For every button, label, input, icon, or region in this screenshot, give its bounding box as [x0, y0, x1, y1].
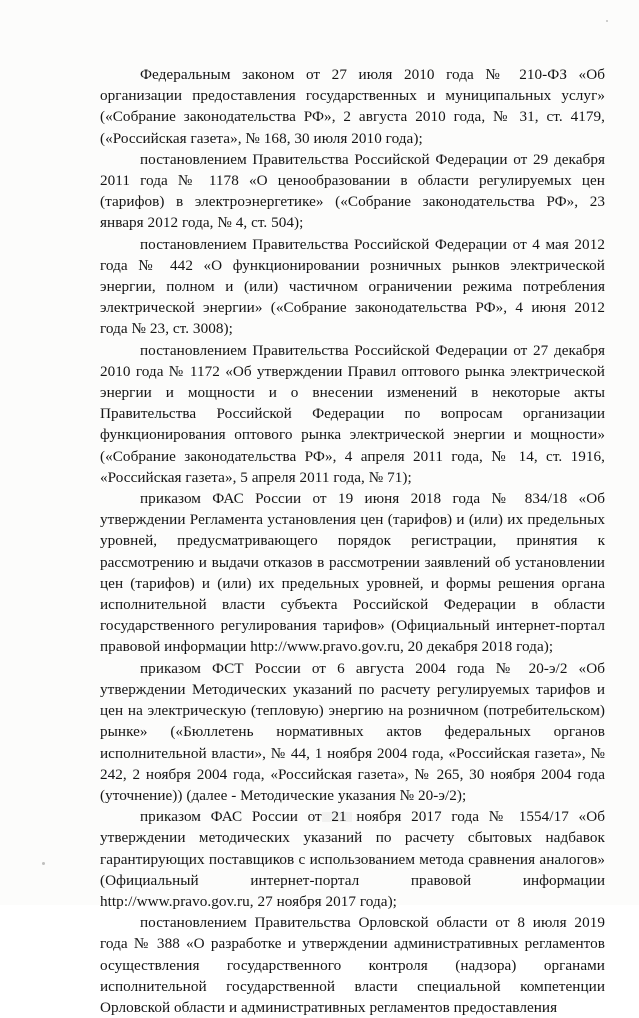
paragraph: приказом ФСТ России от 6 августа 2004 года № 20-э/2 «Об утверждении Методических указаний по расчету регулируемых тарифов и цен на электрическую (тепловую) энергию на розничном (потребительском) рынке» («Бюллетень нормативных актов федеральных органов исполнительной власти», № 44, 1 ноября 2004 года, «Российская газета», № 242, 2 ноября 2004 года, «Российская газета», № 265, 30 ноября 2004 года (уточнение)) (далее - Методические указания № 20-э/2); [100, 659, 605, 804]
paragraph: постановлением Правительства Российской Федерации от 4 мая 2012 года № 442 «О функционировании розничных рынков электрической энергии, полном и (или) частичном ограничении режима потребления электрической энергии» («Собрание законодательства РФ», 4 июня 2012 года № 23, ст. 3008); [100, 235, 605, 338]
paragraph: постановлением Правительства Орловской области от 8 июля 2019 года № 388 «О разработке и утверждении административных регламентов осуществления государственного контроля (надзора) органами исполнительной государственной власти специальной компетенции Орловской области и административных регламентов предоставления [100, 914, 605, 1016]
scan-speck [42, 862, 45, 865]
paragraph: приказом ФАС России от 21 ноября 2017 года № 1554/17 «Об утверждении методических указаний по расчету сбытовых надбавок гарантирующих поставщиков с использованием метода сравнения аналогов» (Официальный интернет-портал правовой информации http://www.pravo.gov.ru, 27 ноября 2017 года); [100, 808, 605, 910]
paragraph: постановлением Правительства Российской Федерации от 27 декабря 2010 года № 1172 «Об утверждении Правил оптового рынка электрической энергии и мощности и о внесении изменений в некоторые акты Правительства Российской Федерации по вопросам организации функционирования оптового рынка электрической энергии и мощности» («Собрание законодательства РФ», 4 апреля 2011 года, № 14, ст. 1916, «Российская газета», 5 апреля 2011 года, № 71); [100, 341, 605, 486]
paragraph: постановлением Правительства Российской Федерации от 29 декабря 2011 года № 1178 «О ценообразовании в области регулируемых цен (тарифов) в электроэнергетике» («Собрание законодательства РФ», 23 января 2012 года, № 4, ст. 504); [100, 150, 605, 232]
scan-speck [606, 20, 608, 22]
document-body [100, 64, 605, 1018]
paragraph: Федеральным законом от 27 июля 2010 года № 210-ФЗ «Об организации предоставления государственных и муниципальных услуг» («Собрание законодательства РФ», 2 августа 2010 года, № 31, ст. 4179, («Российская газета», № 168, 30 июля 2010 года); [100, 66, 605, 147]
paragraph: приказом ФАС России от 19 июня 2018 года № 834/18 «Об утверждении Регламента установления цен (тарифов) и (или) их предельных уровней, предусматривающего порядок регистрации, принятия к рассмотрению и выдачи отказов в рассмотрении заявлений об установлении цен (тарифов) и (или) их предельных уровней, и формы решения органа исполнительной власти субъекта Российской Федерации в области государственного регулирования тарифов» (Официальный интернет-портал правовой информации http://www.pravo.gov.ru, 20 декабря 2018 года); [100, 490, 605, 656]
